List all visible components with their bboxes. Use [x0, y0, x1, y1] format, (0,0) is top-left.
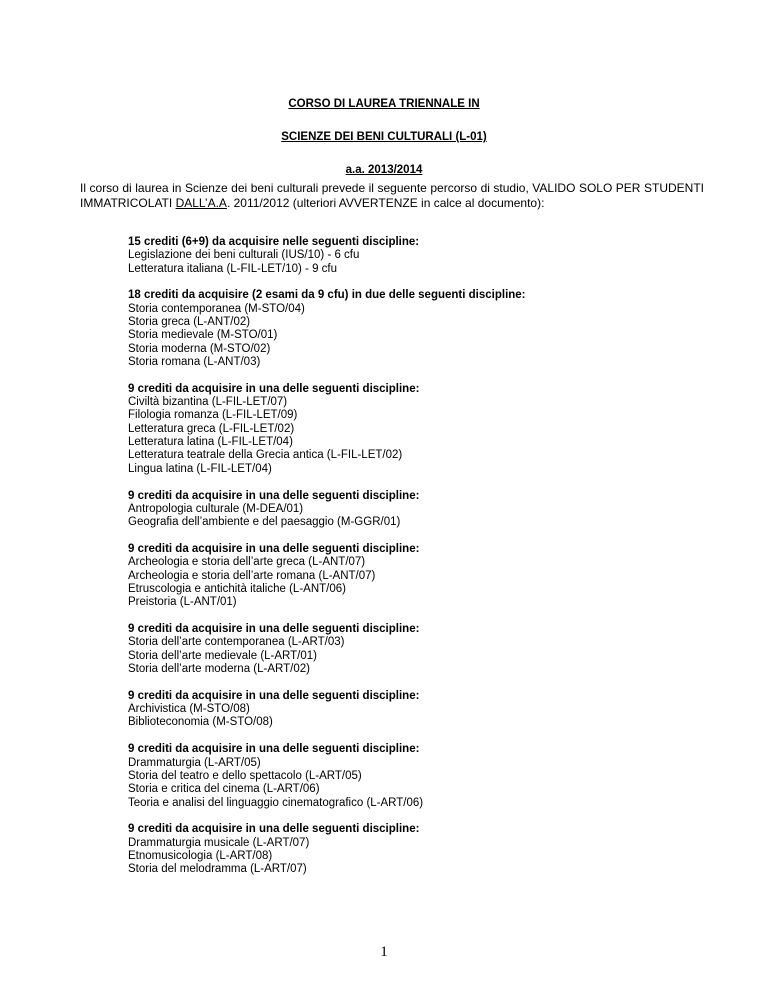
discipline-item: Preistoria (L-ANT/01): [128, 596, 237, 609]
intro-underlined-text: DALL’A.A: [175, 196, 227, 210]
discipline-item: Letteratura teatrale della Grecia antica (L-FIL-LET/02): [128, 449, 403, 462]
credit-section: [128, 690, 688, 730]
discipline-item: Letteratura italiana (L-FIL-LET/10) - 9 cfu: [128, 262, 338, 275]
discipline-item: Letteratura greca (L-FIL-LET/02): [128, 422, 295, 435]
discipline-item: Civiltà bizantina (L-FIL-LET/07): [128, 396, 288, 409]
course-name-title: SCIENZE DEI BENI CULTURALI (L-01): [281, 131, 487, 143]
intro-paragraph: [80, 181, 704, 211]
discipline-item: Storia dell’arte contemporanea (L-ART/03): [128, 636, 345, 649]
academic-year-title: a.a. 2013/2014: [345, 164, 423, 176]
discipline-item: Geografia dell’ambiente e del paesaggio (M-GGR/01): [128, 516, 401, 529]
page-number: 1: [380, 944, 388, 960]
discipline-item: Storia moderna (M-STO/02): [128, 342, 271, 355]
discipline-item: Archeologia e storia dell’arte greca (L-ANT/07): [128, 556, 366, 569]
section-heading: 9 crediti da acquisire in una delle seguenti discipline:: [128, 543, 420, 556]
discipline-item: Etnomusicologia (L-ART/08): [128, 850, 273, 863]
intro-text-start: Il corso di laurea in Scienze dei beni culturali prevede il seguente percorso di studio, VALIDO SOLO PER STUDENTI IMMATRICOLATI: [80, 181, 704, 210]
section-heading: 9 crediti da acquisire in una delle seguenti discipline:: [128, 623, 420, 636]
discipline-item: Storia greca (L-ANT/02): [128, 316, 251, 329]
section-heading: 9 crediti da acquisire in una delle seguenti discipline:: [128, 382, 420, 395]
discipline-item: Archeologia e storia dell’arte romana (L-ANT/07): [128, 569, 376, 582]
discipline-item: Lingua latina (L-FIL-LET/04): [128, 462, 272, 475]
discipline-item: Filologia romanza (L-FIL-LET/09): [128, 409, 298, 422]
discipline-item: Archivistica (M-STO/08): [128, 703, 250, 716]
section-heading: 9 crediti da acquisire in una delle seguenti discipline:: [128, 743, 420, 756]
credit-section: [128, 623, 688, 676]
credit-section: [128, 236, 688, 276]
discipline-item: Teoria e analisi del linguaggio cinematografico (L-ART/06): [128, 796, 424, 809]
discipline-item: Letteratura latina (L-FIL-LET/04): [128, 436, 293, 449]
document-header: [0, 97, 768, 177]
section-heading: 9 crediti da acquisire in una delle seguenti discipline:: [128, 689, 420, 702]
discipline-item: Drammaturgia musicale (L-ART/07): [128, 836, 310, 849]
credit-section: [128, 383, 688, 476]
credit-section: [128, 743, 688, 809]
course-type-title: CORSO DI LAUREA TRIENNALE IN: [288, 98, 480, 110]
discipline-item: Storia medievale (M-STO/01): [128, 329, 278, 342]
discipline-item: Storia romana (L-ANT/03): [128, 355, 261, 368]
discipline-item: Storia dell’arte medievale (L-ART/01): [128, 649, 317, 662]
discipline-item: Storia contemporanea (M-STO/04): [128, 302, 305, 315]
intro-text-end: . 2011/2012 (ulteriori AVVERTENZE in calce al documento):: [226, 196, 545, 210]
section-heading: 9 crediti da acquisire in una delle seguenti discipline:: [128, 823, 420, 836]
section-heading: 18 crediti da acquisire (2 esami da 9 cfu) in due delle seguenti discipline:: [128, 289, 526, 302]
discipline-item: Biblioteconomia (M-STO/08): [128, 716, 273, 729]
discipline-item: Drammaturgia (L-ART/05): [128, 756, 261, 769]
credit-section: [128, 490, 688, 530]
credit-section: [128, 289, 688, 369]
credit-section: [128, 543, 688, 609]
discipline-item: Etruscologia e antichità italiche (L-ANT/06): [128, 582, 346, 595]
discipline-item: Storia del teatro e dello spettacolo (L-ART/05): [128, 769, 362, 782]
section-heading: 15 crediti (6+9) da acquisire nelle seguenti discipline:: [128, 236, 420, 248]
discipline-item: Legislazione dei beni culturali (IUS/10) - 6 cfu: [128, 249, 360, 262]
credit-section: [128, 823, 688, 876]
discipline-item: Storia dell’arte moderna (L-ART/02): [128, 662, 310, 675]
discipline-item: Storia e critica del cinema (L-ART/06): [128, 783, 320, 796]
course-sections: [128, 236, 688, 890]
section-heading: 9 crediti da acquisire in una delle seguenti discipline:: [128, 489, 420, 502]
discipline-item: Antropologia culturale (M-DEA/01): [128, 502, 304, 515]
discipline-item: Storia del melodramma (L-ART/07): [128, 863, 307, 876]
